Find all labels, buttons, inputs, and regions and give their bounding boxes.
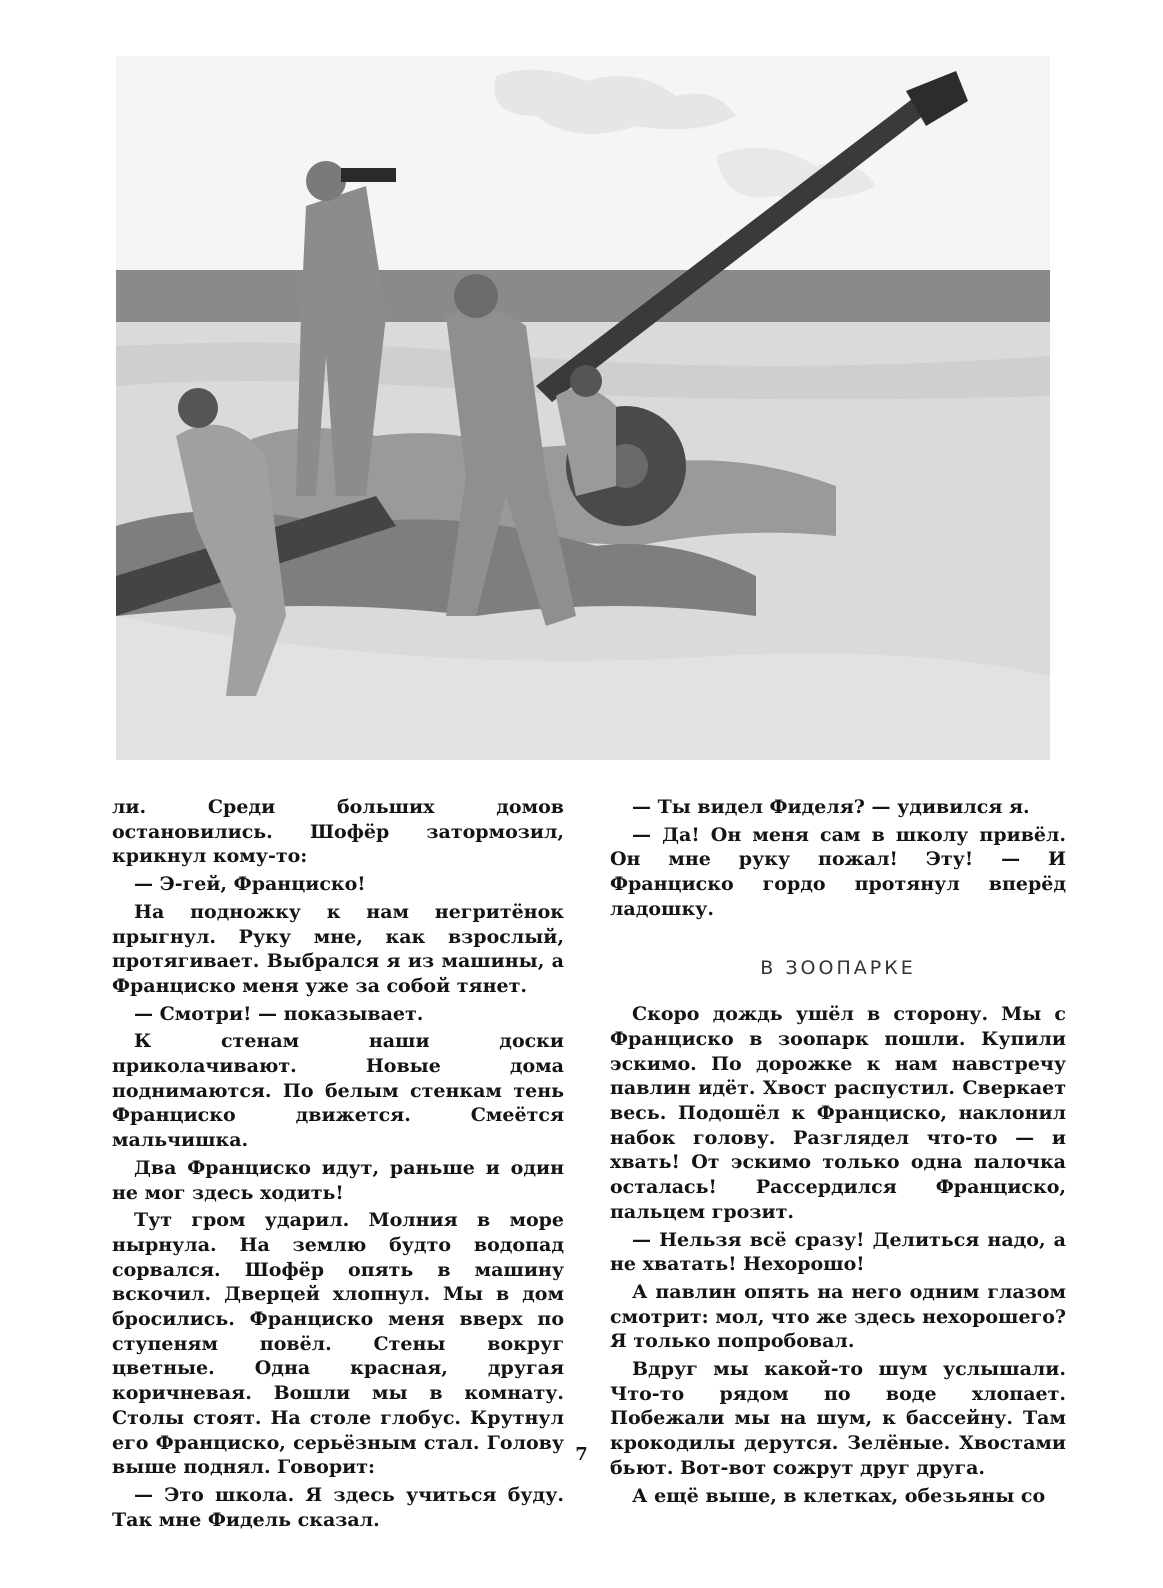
paragraph: К стенам наши доски приколачивают. Новые дома поднимаются. По белым стенкам тень Франциско движется. Смеётся мальчишка. bbox=[112, 1030, 564, 1152]
paragraph: — Да! Он меня сам в школу привёл. Он мне руку пожал! Эту! — И Франциско гордо протянул вперёд ладошку. bbox=[610, 823, 1066, 920]
paragraph: — Это школа. Я здесь учиться буду. Так мне Фидель сказал. bbox=[112, 1483, 564, 1531]
paragraph: — Ты видел Фиделя? — удивился я. bbox=[632, 796, 1030, 818]
paragraph: — Э-гей, Франциско! bbox=[134, 873, 366, 896]
artillery-crew-illustration-icon bbox=[116, 56, 1050, 760]
paragraph: — Смотри! — показывает. bbox=[134, 1002, 424, 1025]
paragraph: А ещё выше, в клетках, обезьяны со bbox=[632, 1484, 1046, 1507]
paragraph: А павлин опять на него одним глазом смотрит: мол, что же здесь нехорошего? Я только попробовал. bbox=[610, 1280, 1066, 1353]
paragraph: Скоро дождь ушёл в сторону. Мы с Франциско в зоопарк пошли. Купили эскимо. По дорожке к нам навстречу павлин идёт. Хвост распустил. Сверкает весь. Подошёл к Франциско, наклонил набок голову. Разглядел что-то — и хвать! От эскимо только одна палочка осталась! Рассердился Франциско, пальцем грозит. bbox=[610, 1003, 1066, 1223]
section-heading: В ЗООПАРКЕ bbox=[760, 956, 916, 979]
paragraph: Вдруг мы какой-то шум услышали. Что-то рядом по воде хлопает. Побежали мы на шум, к бассейну. Там крокодилы дерутся. Зелёные. Хвостами бьют. Вот-вот сожрут друг друга. bbox=[610, 1358, 1066, 1479]
page-number: 7 bbox=[575, 1444, 588, 1465]
left-text-column bbox=[112, 795, 564, 1532]
paragraph: Два Франциско идут, раньше и один не мог здесь ходить! bbox=[112, 1156, 564, 1204]
paragraph: Тут гром ударил. Молния в море нырнула. На землю будто водопад сорвался. Шофёр опять в машину вскочил. Дверцей хлопнул. Мы в дом бросились. Франциско меня вверх по ступеням повёл. Стены вокруг цветные. Одна красная, другая коричневая. Вошли мы в комнату. Столы стоят. На столе глобус. Крутнул его Франциско, серьёзным стал. Голову выше поднял. Говорит: bbox=[112, 1209, 564, 1479]
paragraph: На подножку к нам негритёнок прыгнул. Руку мне, как взрослый, протягивает. Выбрался я из машины, а Франциско меня уже за собой тянет. bbox=[112, 900, 564, 997]
right-text-column bbox=[610, 795, 1066, 1508]
paragraph: ли. Среди больших домов остановились. Шофёр затормозил, крикнул кому-то: bbox=[112, 796, 564, 868]
paragraph: — Нельзя всё сразу! Делиться надо, а не хватать! Нехорошо! bbox=[610, 1228, 1066, 1276]
